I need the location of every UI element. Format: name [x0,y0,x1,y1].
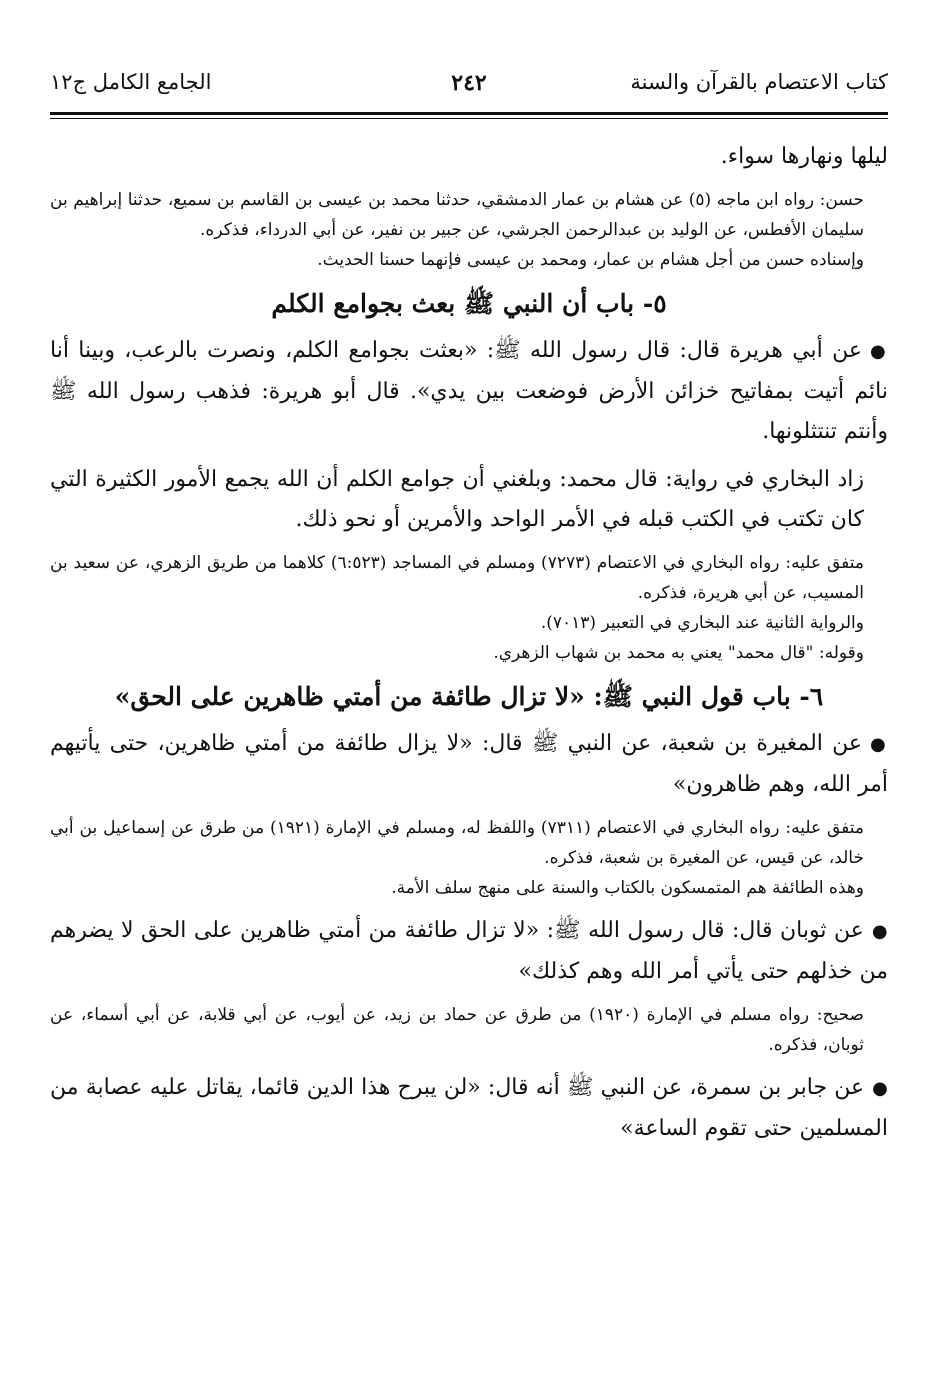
page-content [50,137,888,1149]
collection-title: الجامع الكامل ج١٢ [50,70,212,94]
hadith-text: عن ثوبان قال: قال رسول الله ﷺ: «لا تزال طائفة من أمتي ظاهرين على الحق لا يضرهم من خذلهم حتى يأتي أمر الله وهم كذلك» [50,918,888,984]
book-title: كتاب الاعتصام بالقرآن والسنة [630,70,888,94]
hadith-text: عن أبي هريرة قال: قال رسول الله ﷺ: «بعثت بجوامع الكلم، ونصرت بالرعب، وبينا أنا نائم أتيت بمفاتيح خزائن الأرض فوضعت بين يدي». قال أبو هريرة: فذهب رسول الله ﷺ وأنتم تنتثلونها. [50,338,888,444]
bukhari-addition: زاد البخاري في رواية: قال محمد: وبلغني أن جوامع الكلم أن الله يجمع الأمور الكثيرة التي كان تكتب في الكتب قبله في الأمر الواحد والأمرين أو نحو ذلك. [50,467,864,532]
header-rule-thin [50,118,888,119]
footnote-explanation: وقوله: "قال محمد" يعني به محمد بن شهاب الزهري. [493,643,864,663]
chapter-heading-6: ٦- باب قول النبي ﷺ: «لا تزال طائفة من أمتي ظاهرين على الحق» [114,682,824,711]
page-header [50,60,888,112]
bullet-icon: ● [871,921,888,942]
bullet-icon: ● [869,341,888,362]
footnote-takhrij: متفق عليه: رواه البخاري في الاعتصام (٧٣١١) واللفظ له، ومسلم في الإمارة (١٩٢١) من طرق عن إسماعيل بن أبي خالد، عن قيس، عن المغيرة بن شعبة، فذكره. [50,818,865,868]
footnote-second-narration: والرواية الثانية عند البخاري في التعبير (٧٠١٣). [540,613,864,633]
chapter-heading-5: ٥- باب أن النبي ﷺ بعث بجوامع الكلم [271,289,667,318]
page-number: ٢٤٢ [451,70,487,96]
footnote-grading: حسن: رواه ابن ماجه (٥) عن هشام بن عمار الدمشقي، حدثنا محمد بن عيسى بن القاسم بن سميع، حدثنا إبراهيم بن سليمان الأفطس، عن الوليد بن عبدالرحمن الجرشي، عن جبير بن نفير، عن أبي الدرداء، فذكره. [50,190,864,240]
footnote-takhrij: متفق عليه: رواه البخاري في الاعتصام (٧٢٧٣) ومسلم في المساجد (٦:٥٢٣) كلاهما من طريق الزهري، عن سعيد بن المسيب، عن أبي هريرة، فذكره. [50,553,865,603]
footnote-takhrij: صحيح: رواه مسلم في الإمارة (١٩٢٠) من طرق عن حماد بن زيد، عن أيوب، عن أبي قلابة، عن أبي أسماء، عن ثوبان، فذكره. [50,1005,864,1055]
bullet-icon: ● [870,734,888,755]
hadith-abu-hurayra [50,331,888,452]
footnote-chain: وإسناده حسن من أجل هشام بن عمار، ومحمد بن عيسى فإنهما حسنا الحديث. [317,250,864,270]
hadith-thawban [50,911,888,992]
footnote-commentary: وهذه الطائفة هم المتمسكون بالكتاب والسنة على منهج سلف الأمة. [391,878,864,898]
document-page [50,60,888,1149]
hadith-text: عن جابر بن سمرة، عن النبي ﷺ أنه قال: «لن يبرح هذا الدين قائما، يقاتل عليه عصابة من المسلمين حتى تقوم الساعة» [50,1075,888,1141]
hadith-mughira [50,724,888,805]
header-rule-thick [50,112,888,115]
bullet-icon: ● [872,1078,888,1099]
hadith-text: عن المغيرة بن شعبة، عن النبي ﷺ قال: «لا يزال طائفة من أمتي ظاهرين، حتى يأتيهم أمر الله، وهم ظاهرون» [50,731,888,797]
hadith-jabir [50,1068,888,1149]
paragraph-continuation: ليلها ونهارها سواء. [720,144,888,169]
